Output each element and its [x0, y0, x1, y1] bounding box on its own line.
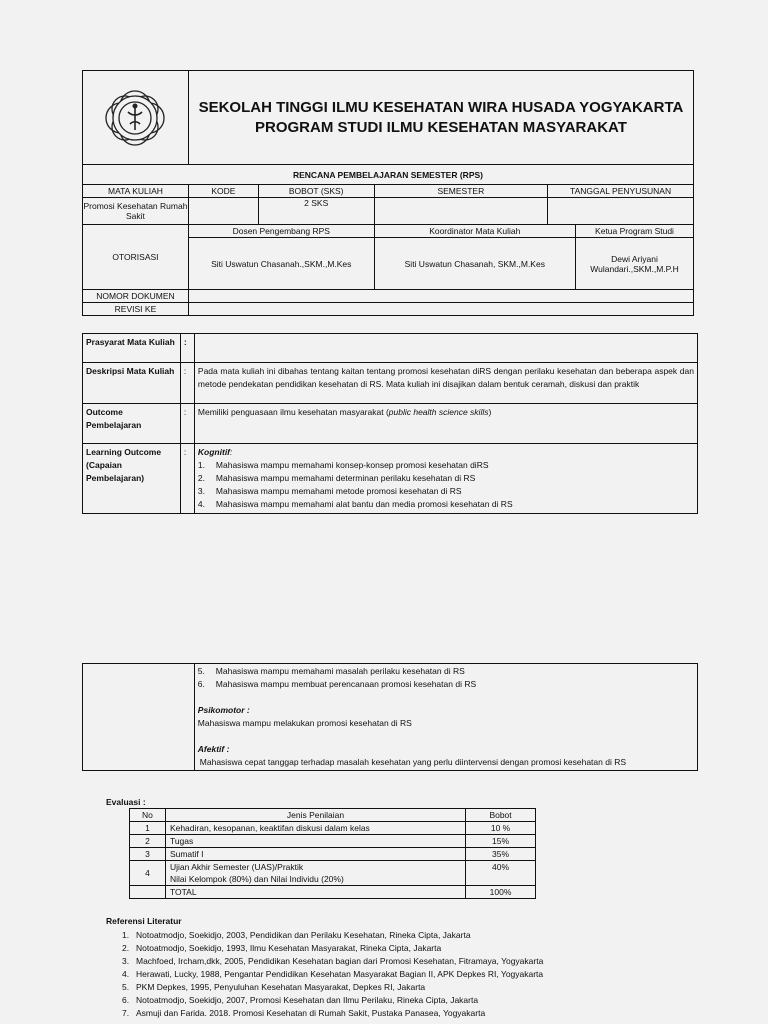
kognitif-item-text: Mahasiswa mampu memahami metode promosi kesehatan di RS [215, 486, 462, 496]
kognitif-item-text: Mahasiswa mampu memahami determinan perilaku kesehatan di RS [215, 473, 476, 483]
colon: : [180, 363, 194, 404]
kognitif-item [198, 665, 694, 678]
referensi-item-text: Herawati, Lucky, 1988, Pengantar Pendidikan Kesehatan Masyarakat Bagian II, APK Depkes RI, Yogyakarta [136, 969, 544, 979]
referensi-item [122, 955, 543, 968]
ev-row-jenis-text: Ujian Akhir Semester (UAS)/Praktik [169, 862, 304, 872]
referensi-list [122, 929, 543, 1020]
kognitif-item-number: 1. [197, 460, 205, 470]
revisi-value [188, 303, 693, 316]
bobot-value: 2 SKS [258, 198, 374, 225]
dosen-name: Siti Uswatun Chasanah.,SKM.,M.Kes [188, 238, 374, 290]
referensi-item-number: 6. [122, 995, 130, 1005]
referensi-item-number: 5. [122, 982, 130, 992]
ev-col-jenis: Jenis Penilaian [165, 809, 465, 822]
colon: : [180, 404, 194, 444]
prasyarat-value [194, 334, 697, 363]
semester-value [374, 198, 548, 225]
ev-total-value: 100% [466, 886, 536, 899]
kognitif-item [198, 472, 694, 485]
kognitif-item [198, 485, 694, 498]
learning-outcome-value [194, 444, 697, 514]
ev-row-no: 3 [130, 848, 166, 861]
referensi-item-number: 7. [122, 1008, 130, 1018]
outcome-value [194, 404, 697, 444]
ev-row-jenis [165, 822, 465, 835]
evaluasi-table [129, 808, 536, 899]
referensi-item [122, 942, 543, 955]
kognitif-item-text: Mahasiswa mampu memahami masalah perilaku kesehatan di RS [215, 666, 465, 676]
afektif-text: Mahasiswa cepat tanggap terhadap masalah kesehatan yang perlu diintervensi dengan promosi kesehatan di RS [199, 757, 627, 767]
ev-row-jenis [165, 848, 465, 861]
kognitif-item-text: Mahasiswa mampu memahami alat bantu dan media promosi kesehatan di RS [215, 499, 513, 509]
ev-row-no: 2 [130, 835, 166, 848]
ev-row-jenis-text: Sumatif I [169, 849, 204, 859]
ev-row-jenis-text: Tugas [169, 836, 194, 846]
rps-header-table [82, 70, 694, 316]
document-title: RENCANA PEMBELAJARAN SEMESTER (RPS) [83, 165, 694, 185]
continued-content [194, 664, 697, 771]
outcome-label: Outcome Pembelajaran [83, 404, 181, 444]
prasyarat-label: Prasyarat Mata Kuliah [83, 334, 181, 363]
referensi-item [122, 994, 543, 1007]
learning-outcome-continued-table [82, 663, 698, 771]
outcome-italic: public health science skills [388, 407, 489, 417]
course-description-table [82, 333, 698, 514]
ev-row-bobot: 15% [466, 835, 536, 848]
kognitif-item-number: 3. [197, 486, 205, 496]
institution-logo-icon [90, 76, 180, 160]
kognitif-item-text: Mahasiswa mampu membuat perencanaan promosi kesehatan di RS [215, 679, 477, 689]
ev-row [130, 848, 536, 861]
ev-total-blank [130, 886, 166, 899]
nomor-dokumen-value [188, 290, 693, 303]
kognitif-label: Kognitif: [197, 447, 233, 457]
nomor-dokumen-label: NOMOR DOKUMEN [83, 290, 189, 303]
ev-row-bobot: 40% [466, 861, 536, 886]
ketua-name: Dewi Ariyani Wulandari.,SKM.,M.P.H [576, 238, 694, 290]
institution-title-cell [188, 71, 693, 165]
ev-row-no: 1 [130, 822, 166, 835]
tanggal-value [548, 198, 694, 225]
deskripsi-value: Pada mata kuliah ini dibahas tentang kaitan tentang promosi kesehatan diRS dengan perilaku kesehatan dan beberapa aspek dan metode pendekatan pendidikan kesehatan di RS. Mata kuliah ini disajikan dalam bentuk ceramah, diskusi dan praktik [194, 363, 697, 404]
revisi-label: REVISI KE [83, 303, 189, 316]
col-semester: SEMESTER [374, 185, 548, 198]
afektif-label: Afektif : [197, 744, 230, 754]
referensi-item-text: Notoatmodjo, Soekidjo, 2007, Promosi Kesehatan dan Ilmu Perilaku, Rineka Cipta, Jakarta [136, 995, 479, 1005]
program-name: PROGRAM STUDI ILMU KESEHATAN MASYARAKAT [254, 118, 627, 136]
ev-row-no: 4 [130, 861, 166, 886]
ketua-header: Ketua Program Studi [576, 225, 694, 238]
evaluasi-title: Evaluasi : [106, 797, 146, 807]
kognitif-item [198, 459, 694, 472]
col-mata-kuliah: MATA KULIAH [83, 185, 189, 198]
referensi-item [122, 981, 543, 994]
psikomotor-text: Mahasiswa mampu melakukan promosi kesehatan di RS [197, 718, 412, 728]
koordinator-name: Siti Uswatun Chasanah, SKM.,M.Kes [374, 238, 575, 290]
referensi-item-number: 2. [122, 943, 130, 953]
mata-kuliah-value: Promosi Kesehatan Rumah Sakit [83, 198, 189, 225]
col-bobot: BOBOT (SKS) [258, 185, 374, 198]
col-kode: KODE [188, 185, 258, 198]
referensi-item-text: Machfoed, Ircham,dkk, 2005, Pendidikan Kesehatan bagian dari Promosi Kesehatan, Fitramaya, Yogyakarta [136, 956, 544, 966]
kognitif-item-number: 4. [197, 499, 205, 509]
ev-row-jenis [165, 835, 465, 848]
referensi-item-text: PKM Depkes, 1995, Penyuluhan Kesehatan Masyarakat, Depkes RI, Jakarta [136, 982, 426, 992]
institution-name: SEKOLAH TINGGI ILMU KESEHATAN WIRA HUSADA YOGYAKARTA [198, 98, 684, 116]
kognitif-item [198, 498, 694, 511]
kognitif-item [198, 678, 694, 691]
ev-row [130, 835, 536, 848]
kognitif-list-continued [198, 665, 694, 691]
referensi-item-number: 3. [122, 956, 130, 966]
learning-outcome-label: Learning Outcome (Capaian Pembelajaran) [83, 444, 181, 514]
psikomotor-label: Psikomotor : [197, 705, 250, 715]
kognitif-item-number: 5. [197, 666, 205, 676]
kognitif-item-text: Mahasiswa mampu memahami konsep-konsep promosi kesehatan diRS [215, 460, 489, 470]
kognitif-item-number: 6. [197, 679, 205, 689]
outcome-suffix: ) [488, 407, 492, 417]
ev-row-bobot: 10 % [466, 822, 536, 835]
col-tanggal: TANGGAL PENYUSUNAN [548, 185, 694, 198]
ev-total-label: TOTAL [165, 886, 465, 899]
ev-row-bobot: 35% [466, 848, 536, 861]
referensi-item-text: Asmuji dan Farida. 2018. Promosi Kesehatan di Rumah Sakit, Pustaka Panasea, Yogyakarta [136, 1008, 486, 1018]
colon: : [180, 334, 194, 363]
ev-row-jenis [165, 861, 465, 886]
referensi-item [122, 929, 543, 942]
koordinator-header: Koordinator Mata Kuliah [374, 225, 575, 238]
referensi-item [122, 968, 543, 981]
referensi-item-text: Notoatmodjo, Soekidjo, 1993, Ilmu Kesehatan Masyarakat, Rineka Cipta, Jakarta [136, 943, 442, 953]
referensi-item [122, 1007, 543, 1020]
ev-row [130, 822, 536, 835]
ev-row-jenis-subtext: Nilai Kelompok (80%) dan Nilai Individu (20%) [169, 874, 344, 884]
ev-row-jenis-text: Kehadiran, kesopanan, keaktifan diskusi dalam kelas [169, 823, 370, 833]
outcome-text: Memiliki penguasaan ilmu kesehatan masyarakat ( [197, 407, 389, 417]
continued-label-cell [83, 664, 195, 771]
ev-col-no: No [130, 809, 166, 822]
referensi-title: Referensi Literatur [106, 916, 182, 926]
dosen-header: Dosen Pengembang RPS [188, 225, 374, 238]
deskripsi-label: Deskripsi Mata Kuliah [83, 363, 181, 404]
referensi-item-text: Notoatmodjo, Soekidjo, 2003, Pendidikan dan Perilaku Kesehatan, Rineka Cipta, Jakarta [136, 930, 471, 940]
kode-value [188, 198, 258, 225]
ev-row [130, 861, 536, 886]
kognitif-item-number: 2. [197, 473, 205, 483]
referensi-item-number: 1. [122, 930, 130, 940]
logo-cell [83, 71, 189, 165]
colon: : [180, 444, 194, 514]
otorisasi-label: OTORISASI [83, 225, 189, 290]
referensi-item-number: 4. [122, 969, 130, 979]
ev-col-bobot: Bobot [466, 809, 536, 822]
kognitif-list [198, 459, 694, 511]
